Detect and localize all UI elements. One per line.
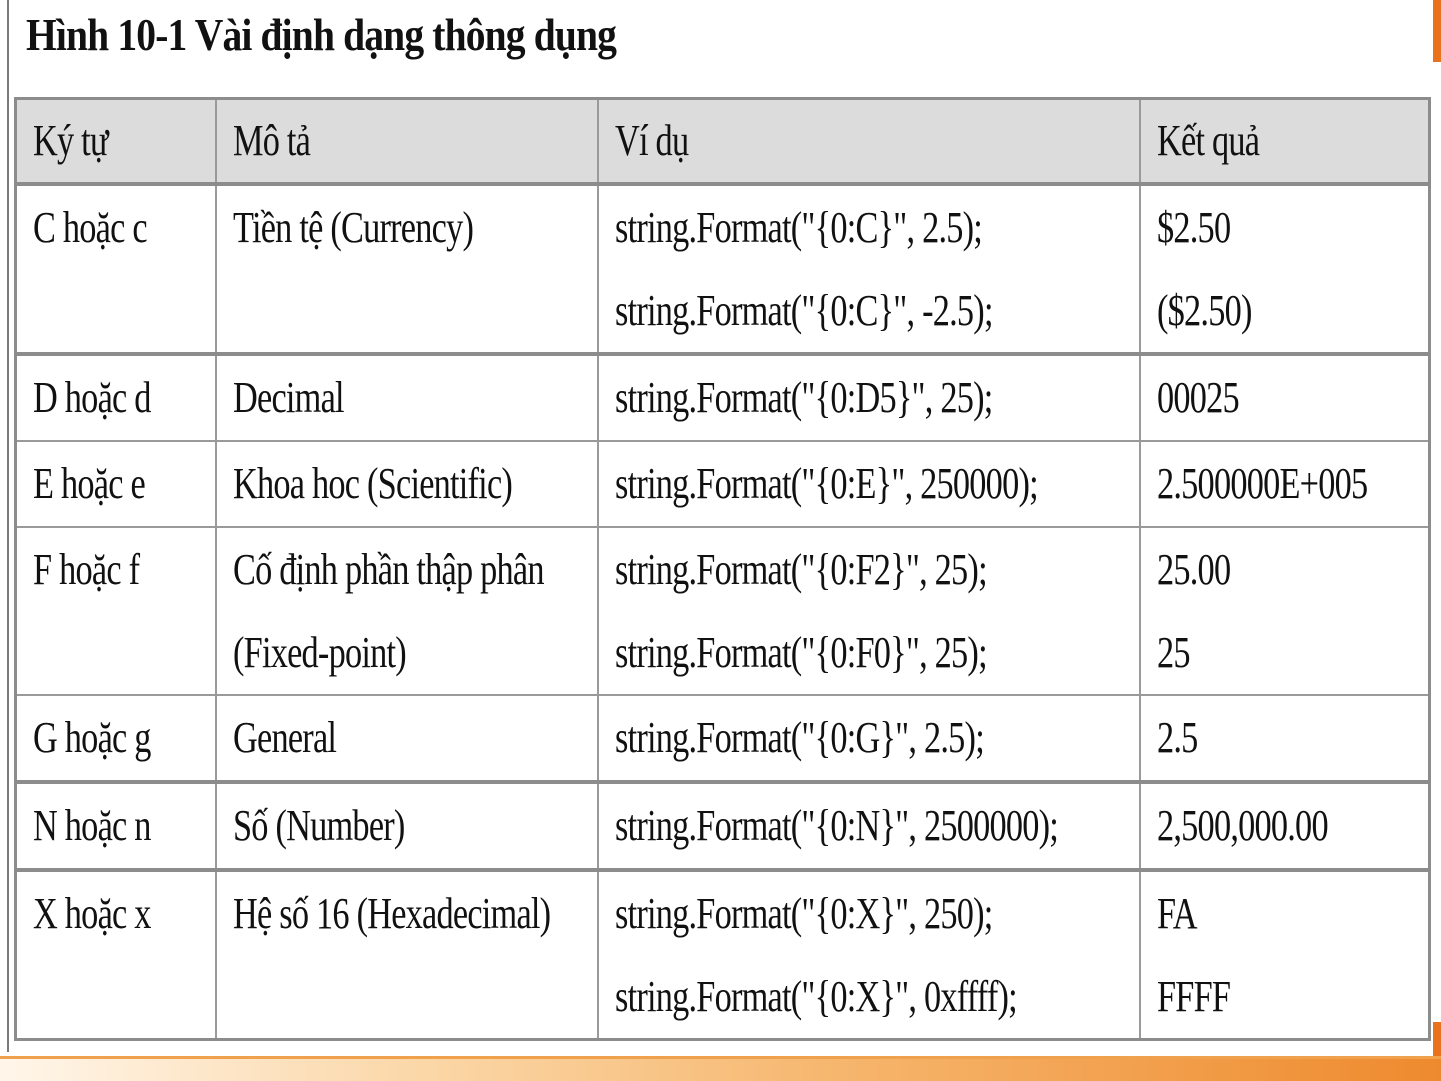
cell-result: 2.5	[1140, 695, 1430, 782]
cell-result: 2.500000E+005	[1140, 441, 1430, 527]
table-row	[16, 184, 1430, 354]
cell-char: G hoặc g	[16, 695, 216, 782]
cell-char: X hoặc x	[16, 870, 216, 1040]
table-row	[16, 527, 1430, 695]
cell-example: string.Format("{0:N}", 2500000);	[598, 782, 1140, 870]
format-table-container	[14, 97, 1428, 1041]
table-row	[16, 695, 1430, 782]
cell-example: string.Format("{0:F2}", 25); string.Format("{0:F0}", 25);	[598, 527, 1140, 695]
table-row	[16, 354, 1430, 441]
cell-desc: Khoa hoc (Scientific)	[216, 441, 598, 527]
cell-result: $2.50 ($2.50)	[1140, 184, 1430, 354]
table-row	[16, 870, 1430, 1040]
figure-title: Hình 10-1 Vài định dạng thông dụng	[26, 9, 617, 60]
header-result: Kết quả	[1140, 99, 1430, 185]
cell-desc: General	[216, 695, 598, 782]
left-border-rule	[7, 0, 9, 1052]
table-row	[16, 782, 1430, 870]
cell-char: F hoặc f	[16, 527, 216, 695]
cell-result: 00025	[1140, 354, 1430, 441]
cell-desc: Cố định phần thập phân (Fixed-point)	[216, 527, 598, 695]
cell-example: string.Format("{0:D5}", 25);	[598, 354, 1140, 441]
bottom-gradient-band	[0, 1056, 1441, 1081]
cell-desc: Số (Number)	[216, 782, 598, 870]
orange-accent-top	[1433, 0, 1441, 62]
cell-char: N hoặc n	[16, 782, 216, 870]
cell-char: C hoặc c	[16, 184, 216, 354]
cell-desc: Hệ số 16 (Hexadecimal)	[216, 870, 598, 1040]
cell-result: 25.00 25	[1140, 527, 1430, 695]
table-row	[16, 441, 1430, 527]
header-desc: Mô tả	[216, 99, 598, 185]
cell-example: string.Format("{0:E}", 250000);	[598, 441, 1140, 527]
cell-char: D hoặc d	[16, 354, 216, 441]
table-header-row	[16, 99, 1430, 185]
cell-example: string.Format("{0:G}", 2.5);	[598, 695, 1140, 782]
cell-result: FA FFFF	[1140, 870, 1430, 1040]
cell-char: E hoặc e	[16, 441, 216, 527]
cell-desc: Decimal	[216, 354, 598, 441]
header-char: Ký tự	[16, 99, 216, 185]
cell-example: string.Format("{0:X}", 250); string.Format("{0:X}", 0xffff);	[598, 870, 1140, 1040]
format-specifiers-table	[14, 97, 1431, 1041]
cell-example: string.Format("{0:C}", 2.5); string.Format("{0:C}", -2.5);	[598, 184, 1140, 354]
header-example: Ví dụ	[598, 99, 1140, 185]
cell-result: 2,500,000.00	[1140, 782, 1430, 870]
cell-desc: Tiền tệ (Currency)	[216, 184, 598, 354]
